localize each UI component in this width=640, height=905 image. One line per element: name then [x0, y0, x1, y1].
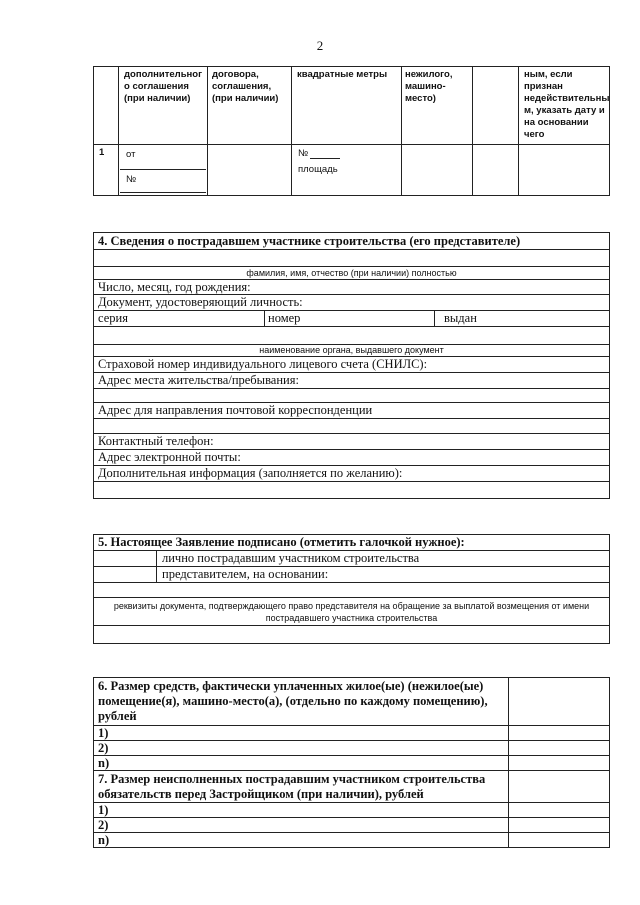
checkbox-representative[interactable]: [94, 567, 156, 582]
item-label: 1): [98, 726, 109, 740]
document-details-row: [94, 311, 609, 327]
table-col-line: [207, 67, 208, 195]
option-personally-label: лично пострадавшим участником строительства: [162, 551, 420, 565]
section-6-item-2[interactable]: [94, 741, 609, 756]
series-label: серия: [98, 311, 128, 325]
residence-address-extra-row[interactable]: [94, 389, 609, 403]
item-label: n): [98, 833, 110, 847]
postal-address-extra-row[interactable]: [94, 419, 609, 434]
header-nonresidential: нежилого, машино- место): [405, 69, 453, 104]
extra-info-row[interactable]: [94, 466, 609, 482]
snils-label: Страховой номер индивидуального лицевого счета (СНИЛС):: [98, 357, 428, 371]
section-5-signature: [93, 534, 610, 644]
section-6-title: 6. Размер средств, фактически уплаченных жилое(ые) (нежилое(ые) помещение(я), машино-место(а), (отдельно по каждому помещению), рублей: [98, 679, 488, 723]
issuing-authority-caption-row: [94, 345, 609, 357]
section-7-item-n[interactable]: [94, 833, 609, 848]
number-label-2: №: [298, 148, 309, 159]
section-5-title-row: [94, 535, 609, 551]
number-label: №: [126, 174, 137, 185]
representative-doc-input-row[interactable]: [94, 626, 609, 644]
page-number: 2: [316, 38, 324, 53]
section-6-item-n[interactable]: [94, 756, 609, 771]
option-representative-row: [94, 567, 609, 583]
item-label: n): [98, 756, 110, 770]
table-col-line: [291, 67, 292, 195]
from-label: от: [126, 149, 136, 160]
issuing-authority-caption: наименование органа, выдавшего документ: [259, 345, 444, 355]
section-6-title-row: [94, 678, 609, 726]
issuing-authority-input-row[interactable]: [94, 327, 609, 345]
section-7-item-2[interactable]: [94, 818, 609, 833]
issued-label: выдан: [444, 311, 477, 325]
item-label: 2): [98, 818, 109, 832]
option-personally-row: [94, 551, 609, 567]
postal-address-label: Адрес для направления почтовой корреспонденции: [98, 403, 373, 417]
checkbox-divider: [156, 567, 157, 582]
snils-row[interactable]: [94, 357, 609, 373]
section-4-title-row: [94, 233, 609, 250]
header-contract: договора, соглашения, (при наличии): [212, 69, 279, 104]
section-7-item-1[interactable]: [94, 803, 609, 818]
number2-underline: [310, 158, 340, 159]
item-label: 2): [98, 741, 109, 755]
postal-address-row[interactable]: [94, 403, 609, 419]
header-square-meters: квадратные метры: [297, 69, 388, 80]
section-4-title: 4. Сведения о пострадавшем участнике строительства (его представителе): [98, 234, 521, 248]
section-5-title: 5. Настоящее Заявление подписано (отметить галочкой нужное):: [98, 535, 465, 549]
section-4-participant-info: [93, 232, 610, 499]
number-divider: [434, 311, 435, 326]
from-underline: [120, 169, 206, 170]
row-number: 1: [99, 147, 105, 158]
section-7-title: 7. Размер неисполненных пострадавшим участником строительства обязательств перед Застройщиком (при наличии), рублей: [98, 772, 486, 801]
representative-doc-caption-row: [94, 598, 609, 626]
table-col-line: [118, 67, 119, 195]
fio-caption-row: [94, 267, 609, 280]
representative-basis-input-row[interactable]: [94, 583, 609, 598]
phone-label: Контактный телефон:: [98, 434, 214, 448]
item-label: 1): [98, 803, 109, 817]
fio-input-row[interactable]: [94, 250, 609, 267]
extra-info-label: Дополнительная информация (заполняется по желанию):: [98, 466, 403, 480]
email-row[interactable]: [94, 450, 609, 466]
phone-row[interactable]: [94, 434, 609, 450]
header-invalid-reason: ным, если признан недействительны м, указать дату и на основании чего: [524, 69, 610, 140]
residence-address-row[interactable]: [94, 373, 609, 389]
fio-caption: фамилия, имя, отчество (при наличии) полностью: [246, 268, 457, 278]
identity-document-row[interactable]: [94, 295, 609, 311]
section-6-item-1[interactable]: [94, 726, 609, 741]
identity-document-label: Документ, удостоверяющий личность:: [98, 295, 303, 309]
contract-continuation-table: [93, 66, 610, 196]
extra-info-input-row[interactable]: [94, 482, 609, 498]
birth-date-row[interactable]: [94, 280, 609, 295]
table-header-separator: [94, 144, 609, 145]
option-representative-label: представителем, на основании:: [162, 567, 329, 581]
representative-doc-caption: реквизиты документа, подтверждающего право представителя на обращение за выплатой возмещения от имени пострадавшего участника строительства: [113, 601, 590, 623]
checkbox-divider: [156, 551, 157, 566]
email-label: Адрес электронной почты:: [98, 450, 241, 464]
residence-address-label: Адрес места жительства/пребывания:: [98, 373, 299, 387]
section-7-title-row: [94, 771, 609, 803]
table-col-line: [401, 67, 402, 195]
table-col-line: [472, 67, 473, 195]
checkbox-personally[interactable]: [94, 551, 156, 566]
number-underline: [120, 192, 206, 193]
series-divider: [264, 311, 265, 326]
table-col-line: [518, 67, 519, 195]
birth-date-label: Число, месяц, год рождения:: [98, 280, 251, 294]
area-label: площадь: [298, 164, 338, 175]
number-field-label: номер: [268, 311, 301, 325]
section-6-7-amounts: [93, 677, 610, 848]
header-additional-agreement: дополнительног о соглашения (при наличии): [124, 69, 203, 104]
